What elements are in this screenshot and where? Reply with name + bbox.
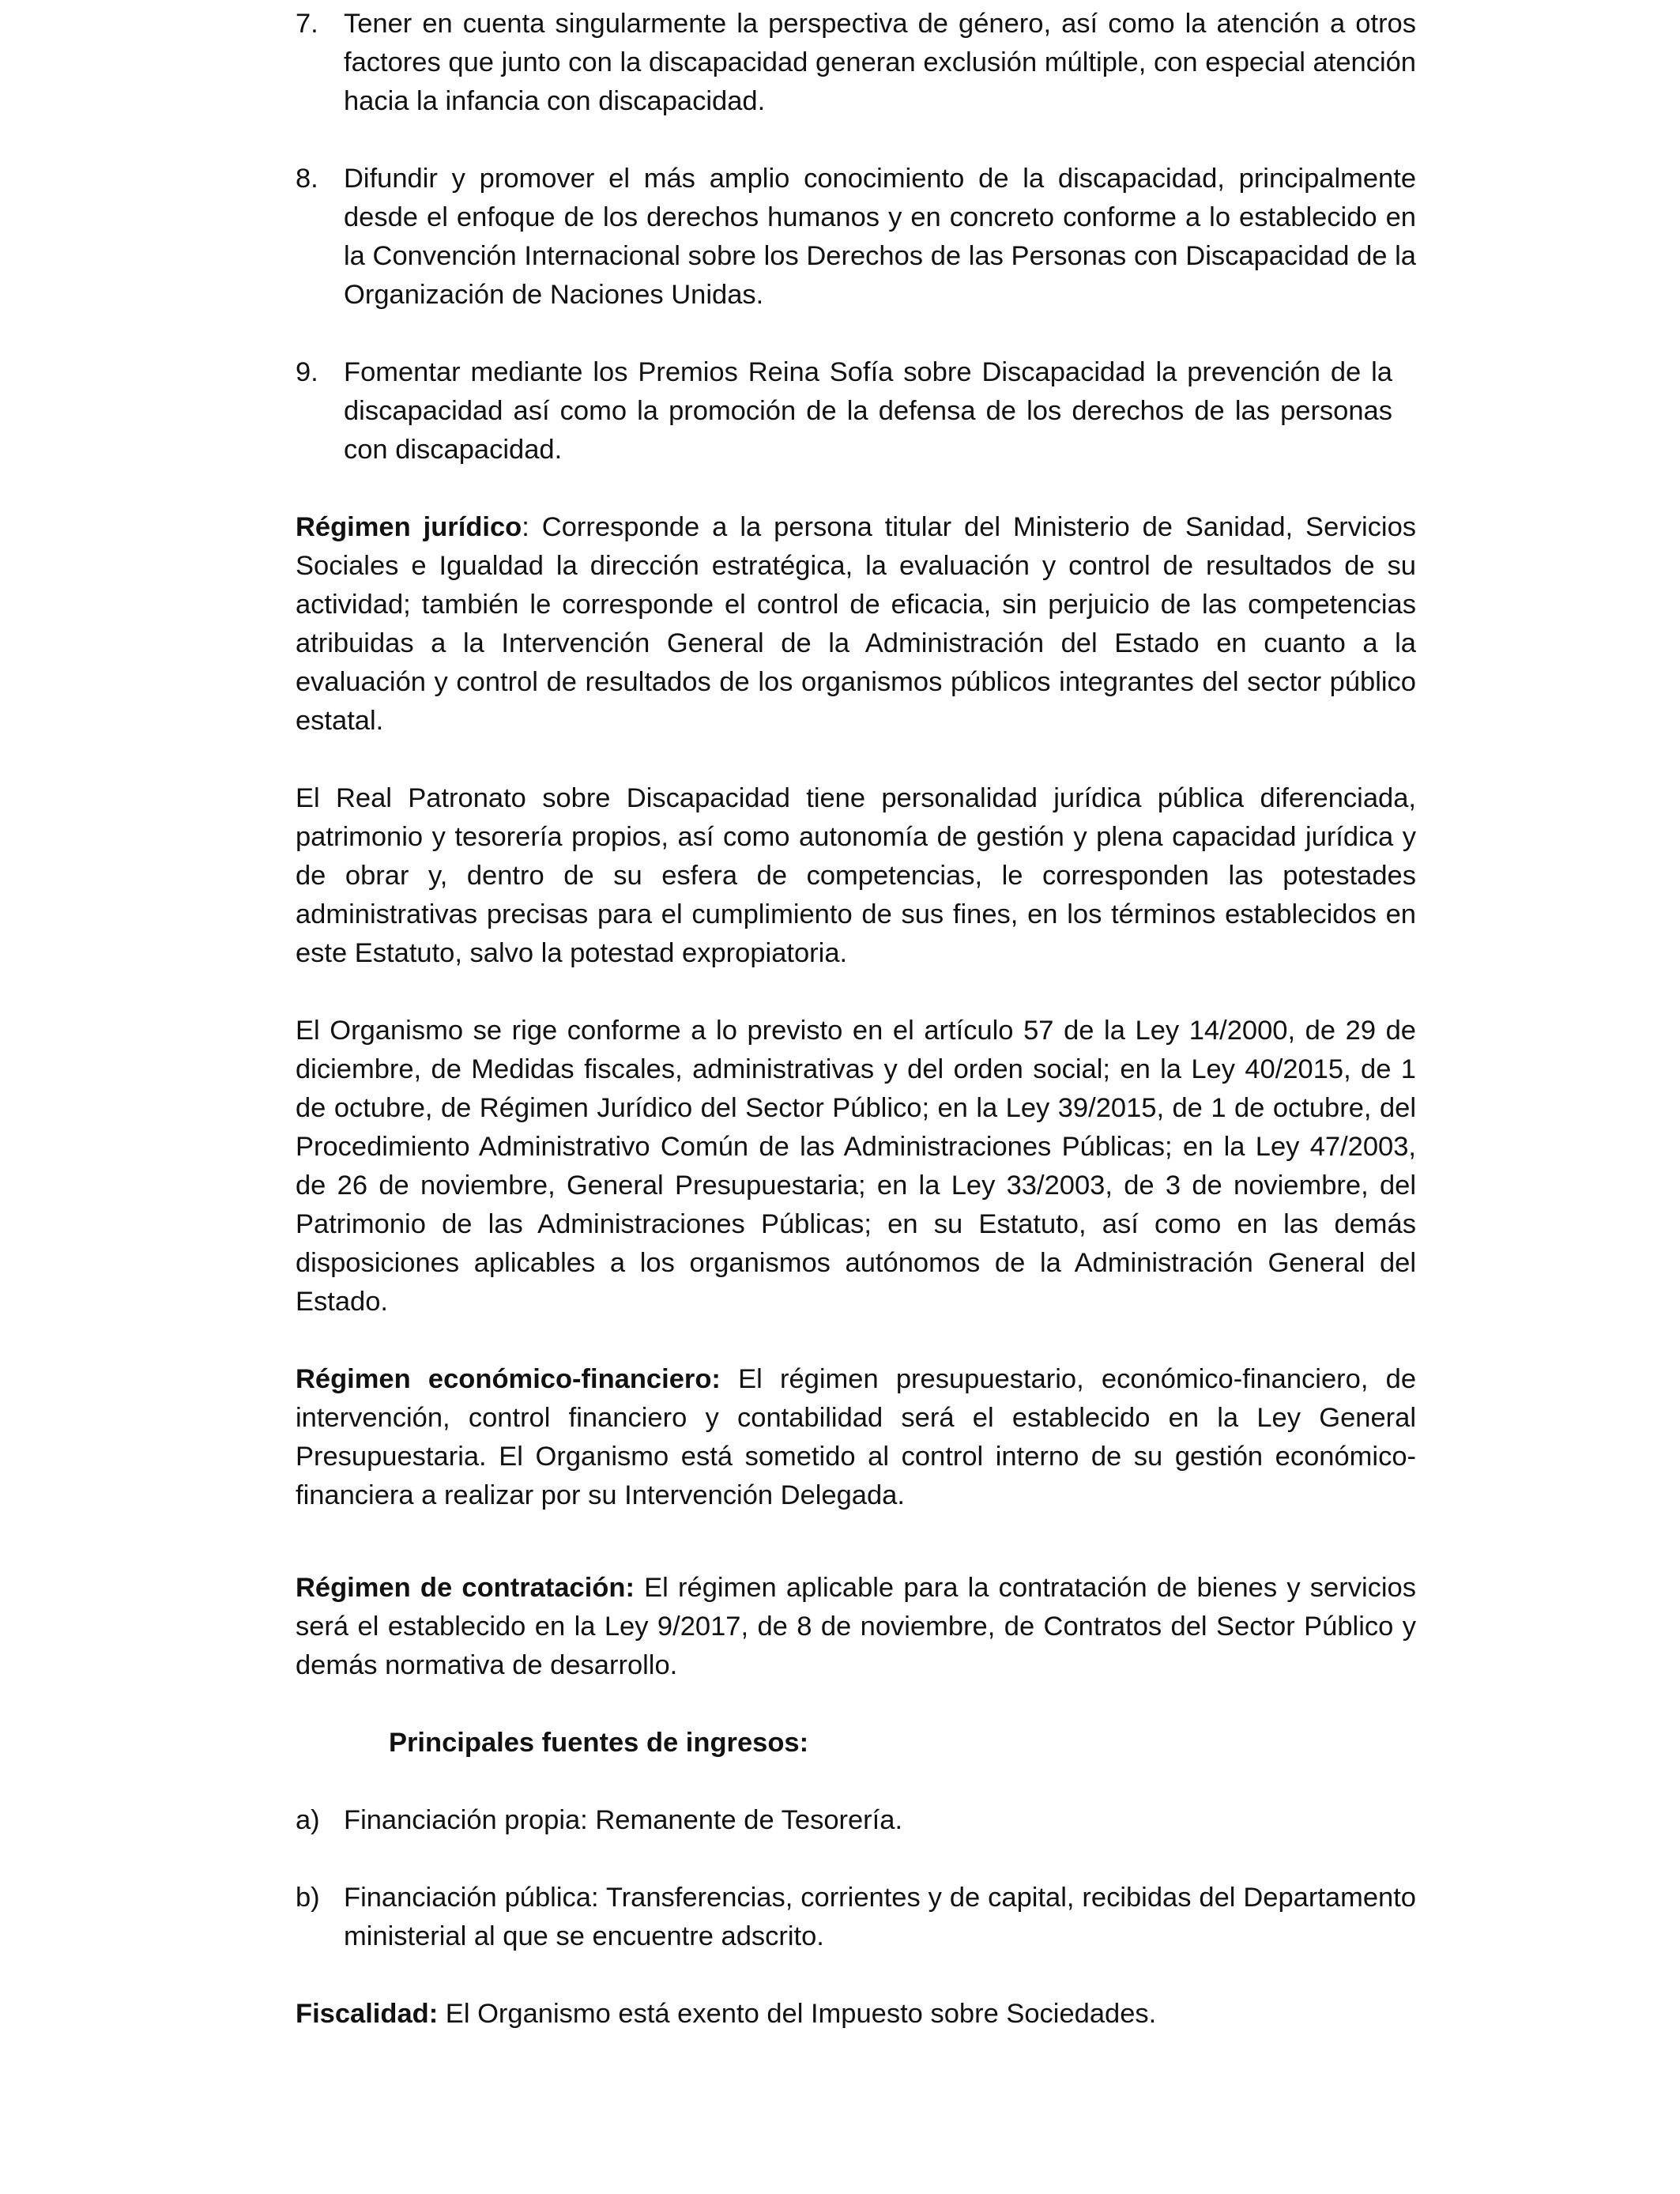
regimen-juridico-label: Régimen jurídico [296, 512, 522, 542]
list-marker: b) [296, 1883, 320, 1913]
list-item-text: Financiación pública: Transferencias, corrientes y de capital, recibidas del Departamento ministerial al que se encuentre adscrito. [344, 1883, 1416, 1951]
regimen-economico-label: Régimen económico-financiero: [296, 1364, 721, 1394]
list-item-text: Fomentar mediante los Premios Reina Sofía sobre Discapacidad la prevención de la discapacidad así como la promoción de la defensa de los derechos de las personas con discapacidad. [344, 357, 1392, 465]
list-item-9 [296, 353, 1416, 469]
regimen-contratacion-paragraph [296, 1569, 1416, 1685]
fiscalidad-paragraph [296, 1995, 1416, 2034]
list-item-b [296, 1879, 1416, 1956]
list-item-8 [296, 160, 1416, 315]
list-marker: 9. [296, 357, 318, 387]
fiscalidad-label: Fiscalidad: [296, 1999, 439, 2029]
regimen-contratacion-label: Régimen de contratación: [296, 1573, 635, 1603]
regimen-economico-paragraph [296, 1360, 1416, 1515]
regimen-juridico-text: : Corresponde a la persona titular del Ministerio de Sanidad, Servicios Sociales e Igualdad la dirección estratégica, la evaluación y control de resultados de su actividad; también le corresponde el control de eficacia, sin perjuicio de las competencias atribuidas a la Intervención General de la Administración del Estado en cuanto a la evaluación y control de resultados de los organismos públicos integrantes del sector público estatal. [296, 512, 1417, 736]
fiscalidad-text: El Organismo está exento del Impuesto sobre Sociedades. [438, 1999, 1157, 2029]
real-patronato-paragraph: El Real Patronato sobre Discapacidad tiene personalidad jurídica pública diferenciada, patrimonio y tesorería propios, así como autonomía de gestión y plena capacidad jurídica y de obrar y, dentro de su esfera de competencias, le corresponden las potestades administrativas precisas para el cumplimiento de sus fines, en los términos establecidos en este Estatuto, salvo la potestad expropiatoria. [296, 783, 1416, 968]
regimen-contratacion-text: El régimen aplicable para la contratación de bienes y servicios será el establecido en la Ley 9/2017, de 8 de noviembre, de Contratos del Sector Público y demás normativa de desarrollo. [296, 1573, 1416, 1680]
fuentes-ingresos-heading: Principales fuentes de ingresos: [389, 1728, 809, 1758]
regimen-economico-text: El régimen presupuestario, económico-financiero, de intervención, control financiero y contabilidad será el establecido en la Ley General Presupuestaria. El Organismo está sometido al control interno de su gestión económico-financiera a realizar por su Intervención Delegada. [296, 1364, 1417, 1510]
document-page [296, 5, 1416, 2072]
list-marker: 8. [296, 164, 318, 194]
list-item-text: Tener en cuenta singularmente la perspectiva de género, así como la atención a otros factores que junto con la discapacidad generan exclusión múltiple, con especial atención hacia la infancia con discapacidad. [344, 9, 1416, 116]
list-item-text: Financiación propia: Remanente de Tesorería. [344, 1805, 903, 1835]
list-marker: a) [296, 1805, 320, 1835]
list-marker: 7. [296, 9, 318, 39]
organismo-normativa-paragraph: El Organismo se rige conforme a lo previsto en el artículo 57 de la Ley 14/2000, de 29 de diciembre, de Medidas fiscales, administrativas y del orden social; en la Ley 40/2015, de 1 de octubre, de Régimen Jurídico del Sector Público; en la Ley 39/2015, de 1 de octubre, del Procedimiento Administrativo Común de las Administraciones Públicas; en la Ley 47/2003, de 26 de noviembre, General Presupuestaria; en la Ley 33/2003, de 3 de noviembre, del Patrimonio de las Administraciones Públicas; en su Estatuto, así como en las demás disposiciones aplicables a los organismos autónomos de la Administración General del Estado. [296, 1016, 1416, 1317]
list-item-text: Difundir y promover el más amplio conocimiento de la discapacidad, principalmente desde el enfoque de los derechos humanos y en concreto conforme a lo establecido en la Convención Internacional sobre los Derechos de las Personas con Discapacidad de la Organización de Naciones Unidas. [344, 164, 1416, 310]
regimen-juridico-paragraph [296, 508, 1416, 741]
list-item-7 [296, 5, 1416, 121]
list-item-a [296, 1801, 1416, 1840]
